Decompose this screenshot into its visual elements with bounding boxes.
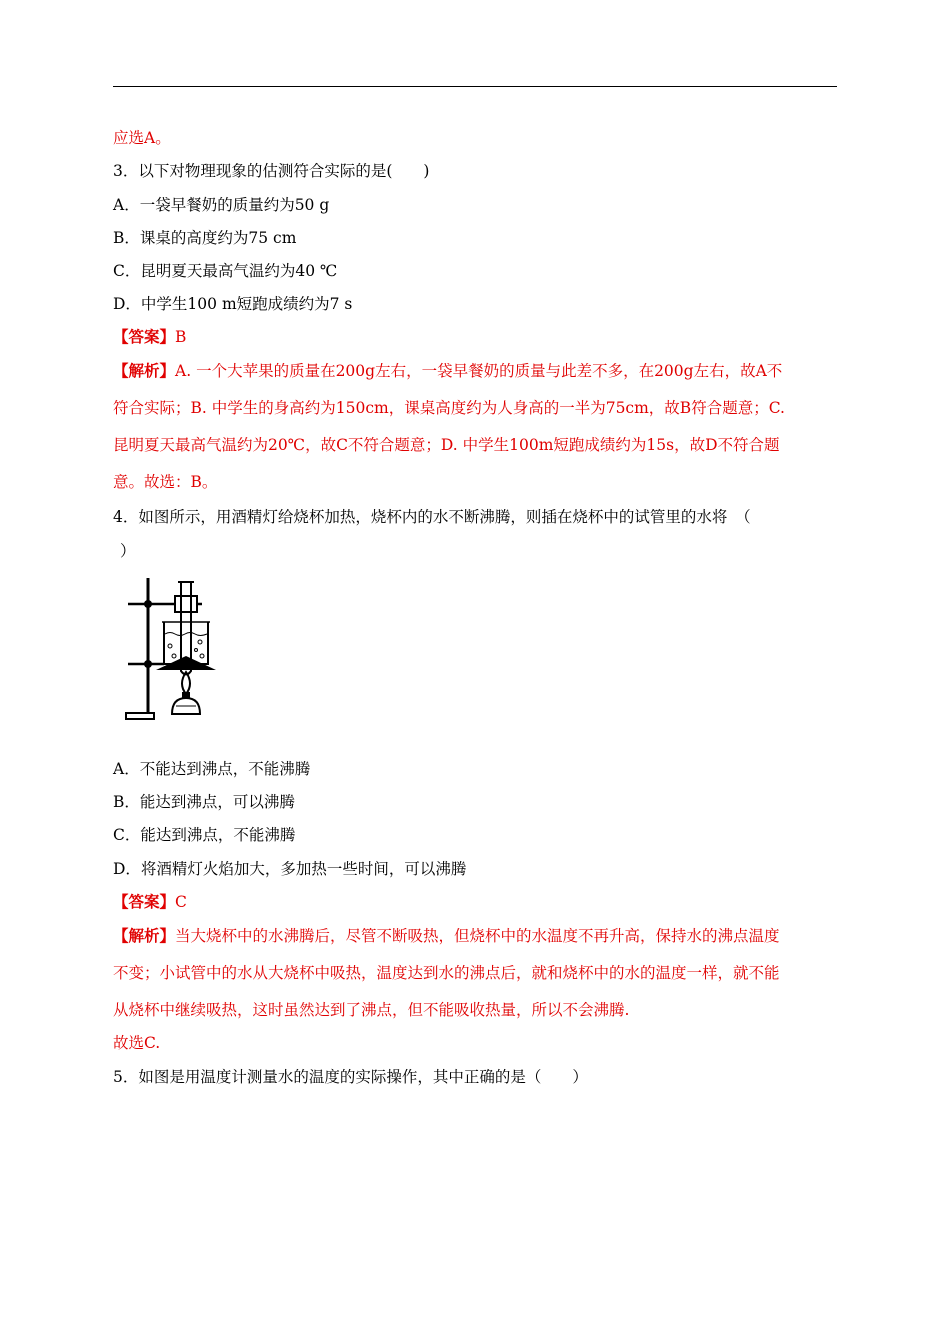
q4-analysis-line-2: 不变；小试管中的水从大烧杯中吸热，温度达到水的沸点后，就和烧杯中的水的温度一样，就不能 — [113, 964, 780, 982]
analysis-text: 当大烧杯中的水沸腾后，尽管不断吸热，但烧杯中的水温度不再升高，保持水的沸点温度 — [175, 927, 780, 945]
q4-analysis-line-3: 从烧杯中继续吸热，这时虽然达到了沸点，但不能吸收热量，所以不会沸腾. — [113, 1001, 630, 1019]
q3-option-c: C．昆明夏天最高气温约为40 ℃ — [113, 262, 338, 280]
q4-option-d: D．将酒精灯火焰加大，多加热一些时间，可以沸腾 — [113, 860, 467, 878]
previous-answer-tail: 应选A。 — [113, 129, 171, 147]
q4-conclusion: 故选C. — [113, 1034, 161, 1052]
q3-answer — [113, 327, 186, 347]
q4-option-c: C．能达到沸点，不能沸腾 — [113, 826, 296, 844]
answer-value: C — [175, 893, 187, 911]
header-rule — [113, 86, 837, 87]
answer-label: 【答案】 — [113, 327, 176, 346]
q3-option-b: B．课桌的高度约为75 cm — [113, 229, 297, 247]
q3-stem: 3．以下对物理现象的估测符合实际的是( ) — [113, 162, 430, 180]
q5-stem: 5．如图是用温度计测量水的温度的实际操作，其中正确的是（ ） — [113, 1068, 588, 1086]
answer-label: 【答案】 — [113, 892, 176, 911]
q3-option-a: A．一袋早餐奶的质量约为50 g — [113, 196, 330, 214]
q3-option-d: D．中学生100 m短跑成绩约为7 s — [113, 295, 353, 313]
q4-stem-line-2: ） — [120, 542, 136, 560]
analysis-text: A. 一个大苹果的质量在200g左右，一袋早餐奶的质量与此差不多，在200g左右，故A不 — [175, 362, 783, 380]
q3-analysis-line-3: 昆明夏天最高气温约为20℃，故C不符合题意；D. 中学生100m短跑成绩约为15s，故D不符合题 — [113, 436, 780, 454]
q4-stem-line-1: 4．如图所示，用酒精灯给烧杯加热，烧杯内的水不断沸腾，则插在烧杯中的试管里的水将 （ — [113, 508, 751, 526]
q3-analysis-line-4: 意。故选：B。 — [113, 473, 218, 491]
q4-answer — [113, 892, 187, 912]
q3-analysis-line-2: 符合实际；B. 中学生的身高约为150cm，课桌高度约为人身高的一半为75cm，故B符合题意；C. — [113, 399, 785, 417]
q4-option-b: B．能达到沸点，可以沸腾 — [113, 793, 295, 811]
q3-analysis-line-1 — [113, 361, 782, 381]
analysis-label: 【解析】 — [113, 926, 176, 945]
boiling-apparatus-figure — [120, 576, 220, 724]
analysis-label: 【解析】 — [113, 361, 176, 380]
q4-analysis-line-1 — [113, 926, 780, 946]
answer-value: B — [175, 328, 187, 346]
q4-option-a: A．不能达到沸点，不能沸腾 — [113, 760, 311, 778]
